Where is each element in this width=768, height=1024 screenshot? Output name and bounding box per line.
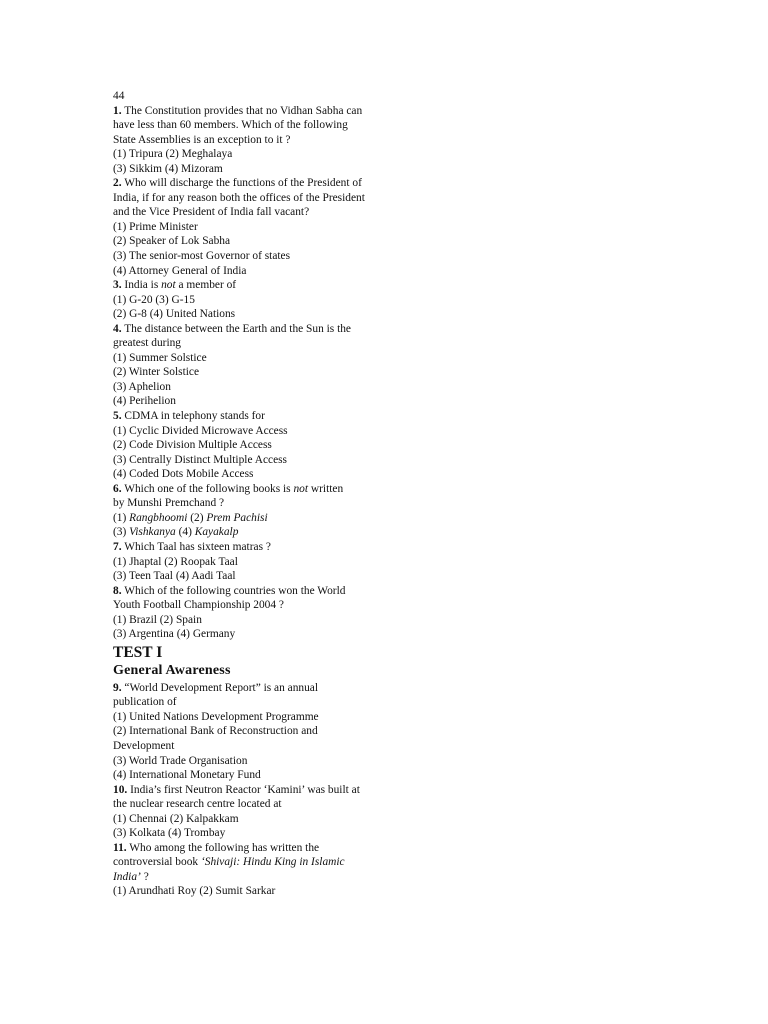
option-line: (4) Coded Dots Mobile Access [113,468,254,481]
option-line: (3) Argentina (4) Germany [113,628,236,641]
question-number: 3. [113,279,122,292]
option-line: (1) Summer Solstice [113,351,207,364]
option-line: (3) Aphelion [113,380,171,393]
option-number: (4) [175,526,195,539]
question-text: written [308,482,344,495]
option-line: (3) Centrally Distinct Multiple Access [113,453,287,466]
question-text-line: The Constitution provides that no Vidhan Sabha can [124,104,363,117]
question-text: India is [124,279,162,292]
question-1 [113,104,403,177]
option-line: (2) Winter Solstice [113,366,200,379]
question-text: a member of [175,279,237,292]
question-number: 8. [113,584,122,597]
question-text-line: State Assemblies is an exception to it ? [113,133,291,146]
book-title: Rangbhoomi [129,511,188,524]
question-text: ? [140,870,149,883]
option-line: (3) Kolkata (4) Trombay [113,827,226,840]
question-text-line: The distance between the Earth and the Sun is the [124,322,351,335]
book-title: India’ [113,870,141,883]
option-line: (3) Sikkim (4) Mizoram [113,162,223,175]
question-text-line: India’s first Neutron Reactor ‘Kamini’ was built at [130,783,360,796]
option-line: (3) Teen Taal (4) Aadi Taal [113,570,236,583]
question-text: Which one of the following books is [124,482,294,495]
question-text-line: publication of [113,696,177,709]
page-number: 44 [113,90,125,102]
option-line: Development [113,739,175,752]
document-page [113,89,403,899]
question-2 [113,176,403,278]
book-title: ‘Shivaji: Hindu King in Islamic [200,856,345,869]
question-9 [113,681,403,783]
option-line [113,511,403,526]
option-line: (3) The senior-most Governor of states [113,250,291,263]
option-line: (1) Chennai (2) Kalpakkam [113,812,239,825]
option-line: (4) Perihelion [113,395,176,408]
option-line: (1) Tripura (2) Meghalaya [113,148,233,161]
option-line: (3) World Trade Organisation [113,754,248,767]
question-text-line: CDMA in telephony stands for [124,410,265,423]
option-line: (1) Prime Minister [113,220,198,233]
section-title: General Awareness [113,662,231,678]
question-number: 9. [113,681,122,694]
option-number: (2) [187,511,207,524]
question-number: 11. [113,841,127,854]
option-line: (1) G-20 (3) G-15 [113,293,195,306]
option-line: (1) United Nations Development Programme [113,710,319,723]
question-11 [113,841,403,899]
question-8 [113,584,403,642]
question-text-line: and the Vice President of India fall vacant? [113,206,310,219]
option-line: (1) Arundhati Roy (2) Sumit Sarkar [113,885,276,898]
book-title: Vishkanya [129,526,176,539]
question-number: 4. [113,322,122,335]
question-number: 2. [113,177,122,190]
option-line [113,525,403,540]
question-3 [113,278,403,322]
question-number: 5. [113,410,122,423]
option-number: (1) [113,511,130,524]
question-text-line: have less than 60 members. Which of the following [113,119,348,132]
question-7 [113,540,403,584]
question-text-line: Which Taal has sixteen matras ? [124,540,271,553]
question-6 [113,482,403,540]
question-text-line: greatest during [113,337,182,350]
option-line: (1) Jhaptal (2) Roopak Taal [113,555,238,568]
option-line: (4) Attorney General of India [113,264,247,277]
option-line: (1) Brazil (2) Spain [113,613,202,626]
book-title: Prem Pachisi [206,511,268,524]
question-number: 6. [113,482,122,495]
option-line: (1) Cyclic Divided Microwave Access [113,424,288,437]
question-10 [113,783,403,841]
emphasis-text: not [161,279,176,292]
question-text-line: Which of the following countries won the World [124,584,346,597]
option-number: (3) [113,526,130,539]
option-line: (4) International Monetary Fund [113,769,261,782]
question-text-line: India, if for any reason both the offices of the President [113,191,365,204]
question-4 [113,322,403,409]
question-text-line: Who among the following has written the [129,841,320,854]
option-line: (2) International Bank of Reconstruction and [113,725,318,738]
question-text-line: by Munshi Premchand ? [113,497,225,510]
question-number: 10. [113,783,128,796]
question-text: controversial book [113,856,201,869]
question-number: 1. [113,104,122,117]
book-title: Kayakalp [194,526,239,539]
question-text-line: “World Development Report” is an annual [124,681,319,694]
test-title: TEST I [113,643,163,661]
question-text-line: Who will discharge the functions of the President of [124,177,362,190]
option-line: (2) Code Division Multiple Access [113,439,272,452]
emphasis-text: not [293,482,309,495]
option-line: (2) G-8 (4) United Nations [113,308,236,321]
question-text-line: Youth Football Championship 2004 ? [113,599,284,612]
question-5 [113,409,403,482]
option-line: (2) Speaker of Lok Sabha [113,235,231,248]
question-number: 7. [113,540,122,553]
question-text-line: the nuclear research centre located at [113,798,282,811]
